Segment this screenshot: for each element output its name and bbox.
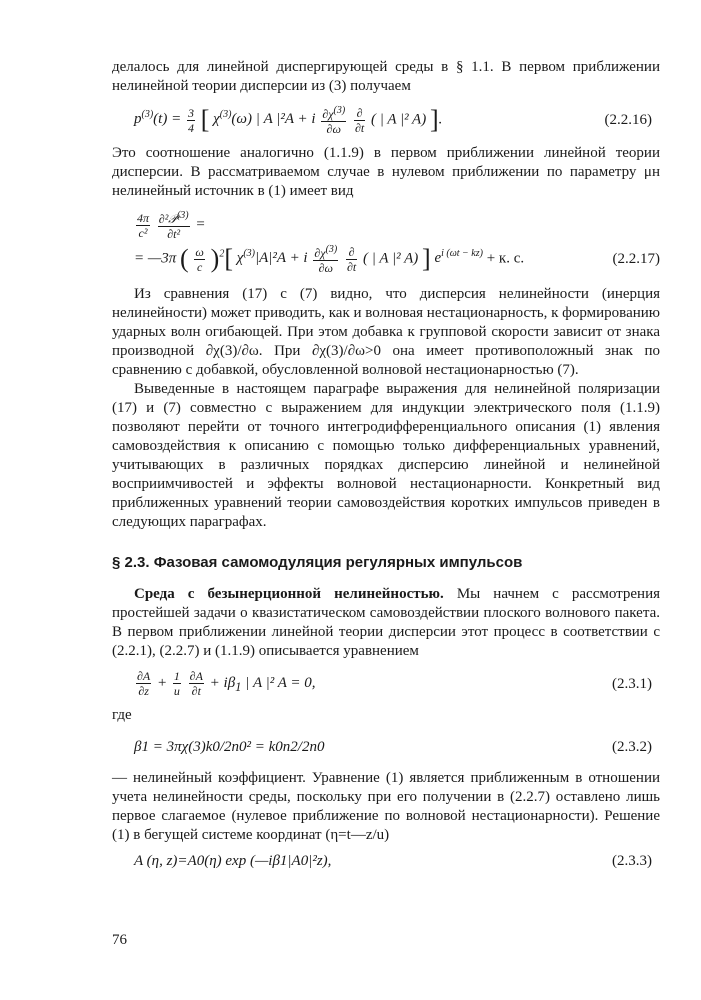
paragraph-3: Из сравнения (17) с (7) видно, что дисперсия нелинейности (инерция нелинейности) может приводить, как и волновая нестационарность, к формированию ударных волн огибающей. При этом добавка к групповой скорости зависит от знака производной ∂χ(3)/∂ω. При ∂χ(3)/∂ω>0 она имеет противоположный знак по сравнению с добавкой, обусловленной волновой нестационарностью (7). bbox=[112, 286, 660, 378]
paragraph-1: делалось для линейной диспергирующей среды в § 1.1. В первом приближении нелинейной теории дисперсии из (3) получаем bbox=[112, 59, 660, 94]
equation-number: (2.2.17) bbox=[612, 251, 660, 267]
paragraph-6: где bbox=[112, 707, 132, 723]
paragraph-5 bbox=[112, 585, 660, 661]
equation-2-3-2 bbox=[112, 737, 660, 757]
page-body bbox=[112, 58, 660, 879]
equation-tail: + к. с. bbox=[486, 250, 525, 267]
equation-text: β1 = 3πχ(3)k0/2n0² = k0n2/2n0 bbox=[134, 739, 325, 755]
equation-2-2-16: $p^{(3)}(t)$ = $\frac{3}{4}$ [ $\chi^{(3)}(\omega)$ | A |²A + i $\frac{\partial\chi^{(3)}}{\partial\omega}$ $\frac{\partial}{\partial t}$ ( | A |² A) ]. (2.2.16) bbox=[134, 105, 652, 136]
equation-text: A (η, z)=A0(η) exp (—iβ1|A0|²z), bbox=[134, 853, 332, 869]
paragraph-5-text: Мы начнем с рассмотрения простейшей задачи о квазистатическом самовоздействии плоского волнового пакета. В первом приближении линейной теории дисперсии этот процесс в соответствии с (2.2.1), (2.2.7) и (1.1.9) описывается уравнением bbox=[112, 586, 660, 659]
equation-2-3-3 bbox=[112, 851, 660, 871]
page-number: 76 bbox=[112, 932, 127, 948]
paragraph-2: Это соотношение аналогично (1.1.9) в первом приближении линейной теории дисперсии. В рассматриваемом случае в нулевом приближении по параметру μн нелинейный источник в (1) имеет вид bbox=[112, 145, 660, 199]
equation-2-3-1: $\frac{\partial A}{\partial z}$ + $\frac{1}{u}$ $\frac{\partial A}{\partial t}$ + $i\beta_1$ | A |² A = 0, (2.3.1) bbox=[137, 669, 652, 698]
equation-2-2-17-lhs: $\frac{4\pi}{\text{c²}}$ $\frac{\partial^2𝒫^{(3)}}{\text{∂t²}}$ = bbox=[137, 210, 206, 241]
equation-number: (2.2.16) bbox=[604, 112, 652, 128]
equation-number: (2.3.3) bbox=[612, 853, 652, 869]
paragraph-7: — нелинейный коэффициент. Уравнение (1) является приближенным в отношении учета нелинейности среды, поскольку при его получении в (2.2.7) оставлено лишь первое слагаемое (нулевое приближение по волновой нестационарности). Решение (1) в бегущей системе координат (η=t—z/u) bbox=[112, 770, 660, 843]
section-heading: § 2.3. Фазовая самомодуляция регулярных импульсов bbox=[112, 554, 523, 571]
paragraph-4: Выведенные в настоящем параграфе выражения для нелинейной поляризации (17) и (7) совместно с выражением для индукции электрического поля (1.1.9) позволяют перейти от точного интегродифференциального описания (1) явления самовоздействия к описанию с помощью только дифференциальных уравнений, учитывающих в различных порядках дисперсию линейной и нелинейной восприимчивостей и эффекты волновой нестационарности. Конкретный вид приближенных уравнений теории самовоздействия коротких импульсов приведен в следующих параграфах. bbox=[112, 381, 660, 530]
paragraph-lead: Среда с безынерционной нелинейностью. bbox=[134, 586, 444, 602]
equation-2-2-17: = —3π ( $\frac{\omega}{c}$ )$^2$[ $\chi^{(3)}|A|^2A + i$ $\frac{\partial\chi^{(3)}}{\partial\omega}$ $\frac{\partial}{\partial t}$ ( | A |² A) ] $e^{i (\omega t - kz)} + к$. с. (2.2.17) bbox=[134, 244, 660, 275]
equation-number: (2.3.1) bbox=[612, 675, 652, 692]
equation-number: (2.3.2) bbox=[612, 739, 652, 755]
